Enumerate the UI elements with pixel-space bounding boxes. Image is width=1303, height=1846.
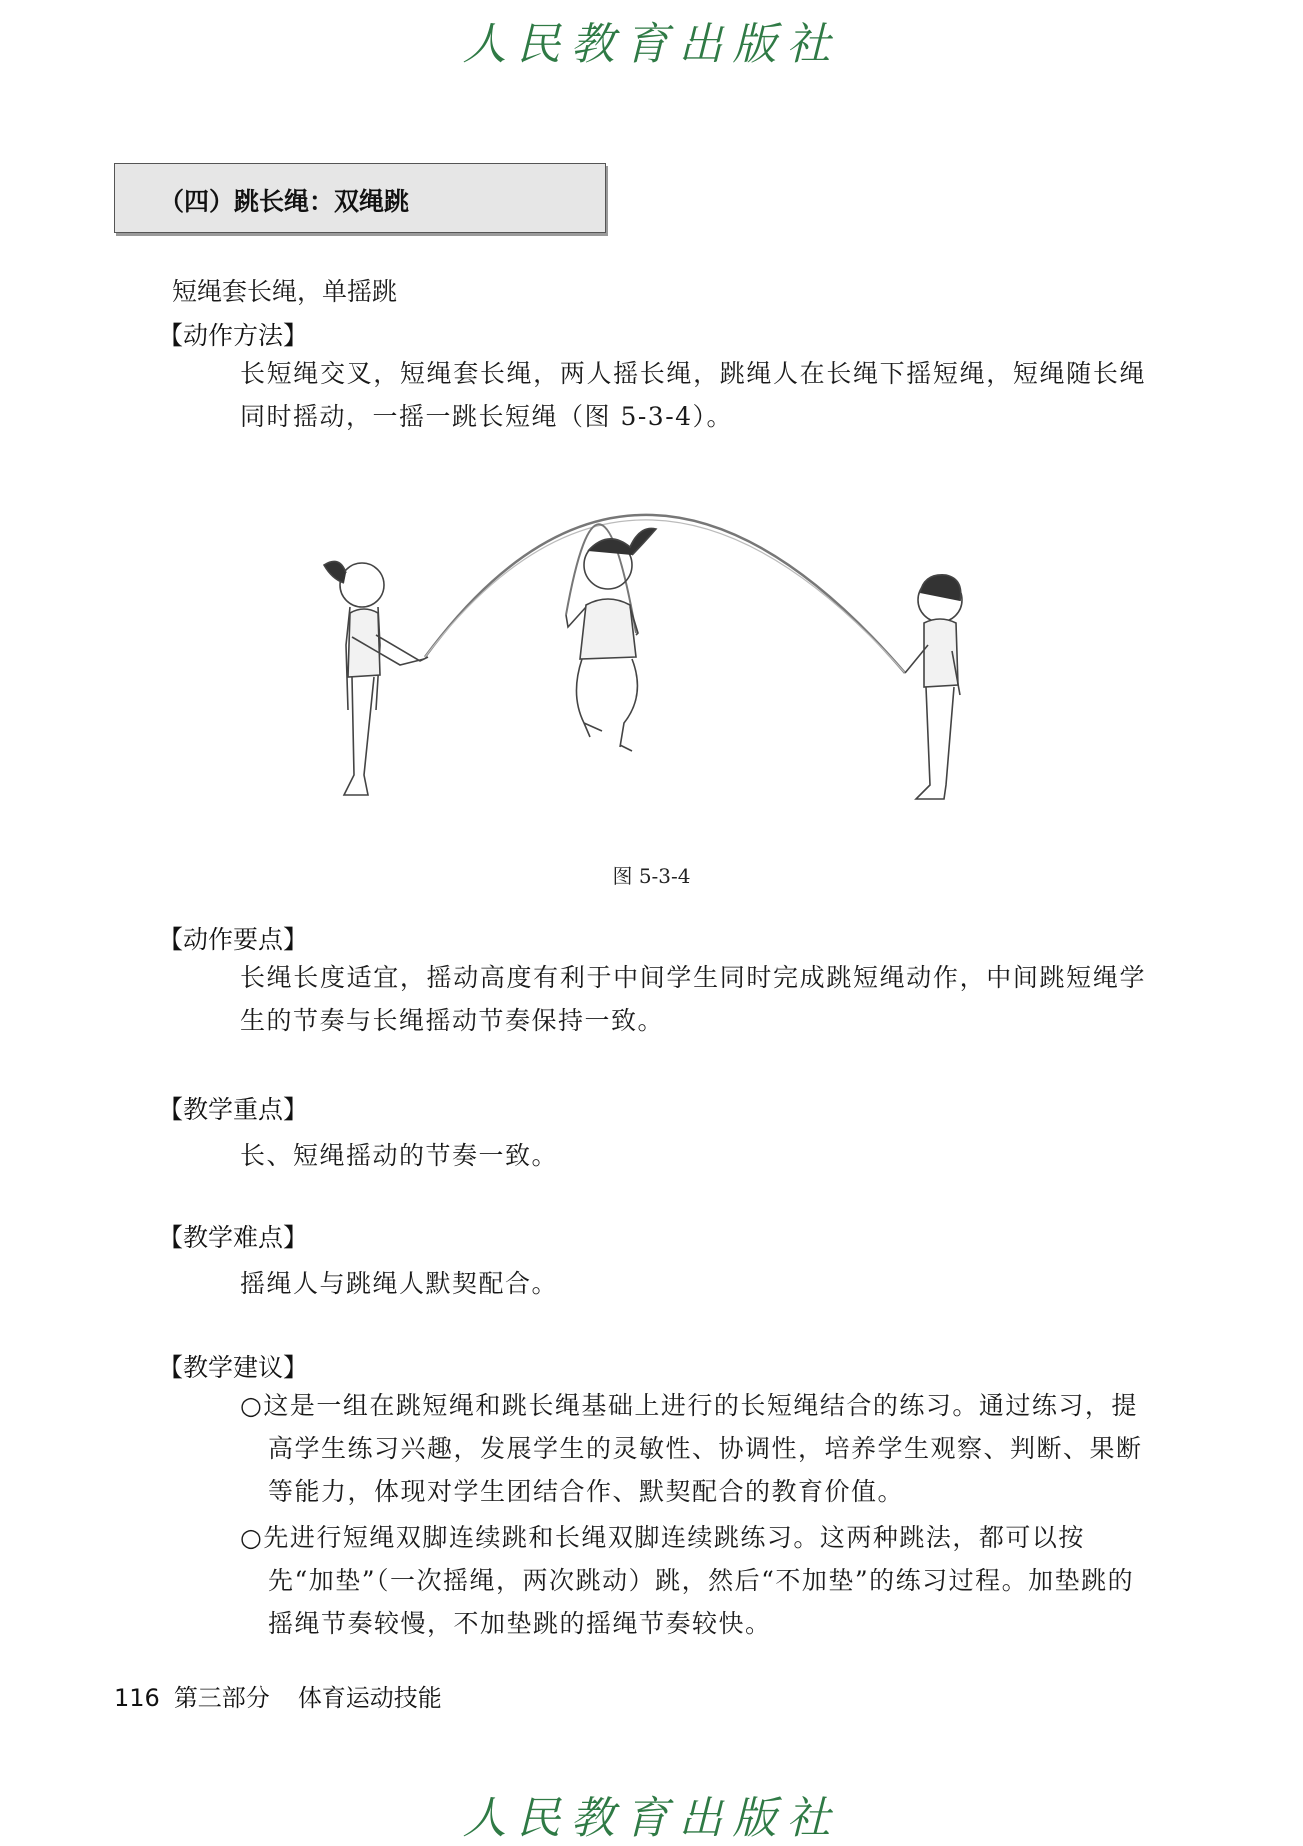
method-heading: 【动作方法】 bbox=[158, 321, 309, 350]
right-rope-turner bbox=[905, 575, 962, 799]
footer-chapter: 体育运动技能 bbox=[297, 1684, 442, 1712]
teaching-difficulty-text: 摇绳人与跳绳人默契配合。 bbox=[240, 1269, 559, 1298]
suggestion-item: ○先进行短绳双脚连续跳和长绳双脚连续跳练习。这两种跳法，都可以按先“加垫”（一次摇绳，两次跳动）跳，然后“不加垫”的练习过程。加垫跳的摇绳节奏较慢，不加垫跳的摇绳节奏较快。 bbox=[240, 1523, 1135, 1638]
section-title: （四）跳长绳：双绳跳 bbox=[159, 187, 410, 216]
footer-part: 第三部分 bbox=[173, 1684, 270, 1712]
suggestion-item: ○这是一组在跳短绳和跳长绳基础上进行的长短绳结合的练习。通过练习，提高学生练习兴趣，发展学生的灵敏性、协调性，培养学生观察、判断、果断等能力，体现对学生团结合作、默契配合的教育价值。 bbox=[240, 1391, 1143, 1506]
teaching-focus-text: 长、短绳摇动的节奏一致。 bbox=[240, 1141, 559, 1170]
teaching-focus-heading: 【教学重点】 bbox=[158, 1095, 309, 1124]
key-points-heading: 【动作要点】 bbox=[158, 925, 309, 954]
section-title-box bbox=[114, 163, 606, 233]
teaching-suggestions-heading: 【教学建议】 bbox=[158, 1353, 309, 1382]
jump-rope-illustration bbox=[320, 455, 980, 815]
publisher-logo-top: 人民教育出版社 bbox=[462, 19, 841, 70]
middle-jumper bbox=[566, 528, 656, 751]
publisher-logo-bottom: 人民教育出版社 bbox=[462, 1793, 841, 1844]
page-number: 116 bbox=[114, 1684, 160, 1712]
key-points-text: 长绳长度适宜，摇动高度有利于中间学生同时完成跳短绳动作，中间跳短绳学生的节奏与长绳摇动节奏保持一致。 bbox=[240, 963, 1146, 1035]
left-rope-turner bbox=[324, 561, 428, 795]
method-text: 长短绳交叉，短绳套长绳，两人摇长绳，跳绳人在长绳下摇短绳，短绳随长绳同时摇动，一摇一跳长短绳（图 5-3-4）。 bbox=[240, 359, 1146, 431]
teaching-difficulty-heading: 【教学难点】 bbox=[158, 1223, 309, 1252]
page-footer bbox=[114, 1678, 442, 1713]
subtitle: 短绳套长绳，单摇跳 bbox=[172, 277, 398, 306]
figure-caption: 图 5-3-4 bbox=[612, 864, 691, 888]
